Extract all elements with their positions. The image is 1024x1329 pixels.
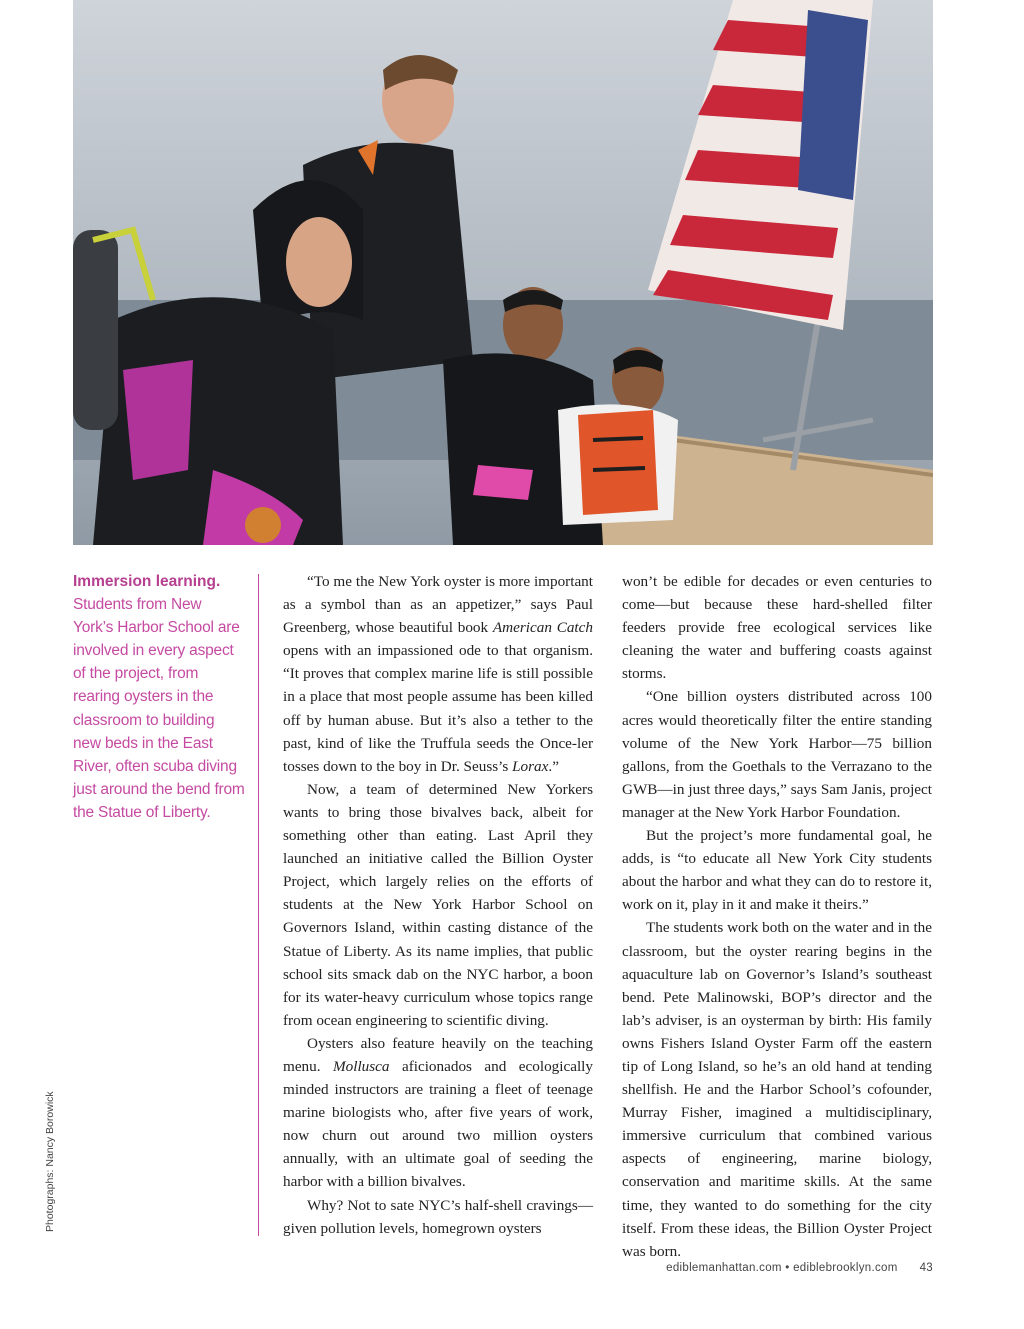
article-paragraph: Oysters also feature heavily on the teaching menu. Mollusca aficionados and ecologically minded instructors are training a fleet of teenage marine biologists who, after five years of work, now churn out around two million oysters annually, with an ultimate goal of seeding the harbor with a billion bivalves.: [283, 1034, 593, 1191]
hero-photo: [73, 0, 933, 545]
caption-body: Students from New York’s Harbor School are involved in every aspect of the project, from rearing oysters in the classroom to building new beds in the East River, often scuba diving just around the bend from the Statue of Liberty.: [73, 596, 245, 821]
caption-title: Immersion learning.: [73, 573, 221, 590]
article-paragraph: Now, a team of determined New Yorkers wants to bring those bivalves back, albeit for something other than eating. Last April they launched an initiative called the Billion Oyster Project, which largely relies on the efforts of students at the New York Harbor School on Governors Island, within casting distance of the Statue of Liberty. As its name implies, that public school sits smack dab on the NYC harbor, a boon for its water-heavy curriculum whose topics range from ocean engineering to scientific diving.: [283, 780, 593, 1029]
page-number: 43: [919, 1262, 933, 1274]
photo-caption: [73, 570, 245, 824]
photo-credit: Photographs: Nancy Borowick: [44, 1091, 56, 1232]
page-footer: [600, 1262, 933, 1274]
footer-sites: ediblemanhattan.com • ediblebrooklyn.com: [666, 1262, 898, 1274]
article-paragraph: won’t be edible for decades or even centuries to come—but because these hard-shelled filter feeders provide free ecological services like cleaning the water and buffering coasts against storms.: [622, 573, 932, 683]
article-paragraph: Why? Not to sate NYC’s half-shell cravings—given pollution levels, homegrown oysters: [283, 1196, 593, 1237]
article-column-2: [622, 570, 932, 1263]
article-paragraph: But the project’s more fundamental goal, he adds, is “to educate all New York City students about the harbor and what they can do to restore it, work on it, play in it and make it theirs.”: [622, 827, 932, 914]
article-column-1: [283, 570, 593, 1240]
photo-illustration: [73, 0, 933, 545]
article-paragraph: The students work both on the water and in the classroom, but the oyster rearing begins in the aquaculture lab on Governor’s Island’s southeast bend. Pete Malinowski, BOP’s director and the lab’s adviser, is an oysterman by birth: His family owns Fishers Island Oyster Farm off the eastern tip of Long Island, so he’s an old hand at tending shellfish. He and the Harbor School’s cofounder, Murray Fisher, imagined a multidisciplinary, immersive curriculum that combined various aspects of engineering, marine biology, conservation and maritime skills. At the same time, they wanted to do something for the city itself. From these ideas, the Billion Oyster Project was born.: [622, 919, 932, 1260]
article-paragraph: “To me the New York oyster is more important as a symbol than as an appetizer,” says Paul Greenberg, whose beautiful book American Catch opens with an impassioned ode to that organism. “It proves that complex marine life is still possible in a place that most people assume has been killed off by human abuse. But it’s also a tether to the past, kind of like the Truffula seeds the Once-ler tosses down to the boy in Dr. Seuss’s Lorax.”: [283, 573, 593, 775]
caption-divider: [258, 574, 259, 1236]
article-paragraph: “One billion oysters distributed across 100 acres would theoretically filter the entire standing volume of the New York Harbor—75 billion gallons, from the Goethals to the Verrazano to the GWB—in just three days,” says Sam Janis, project manager at the New York Harbor Foundation.: [622, 688, 932, 821]
